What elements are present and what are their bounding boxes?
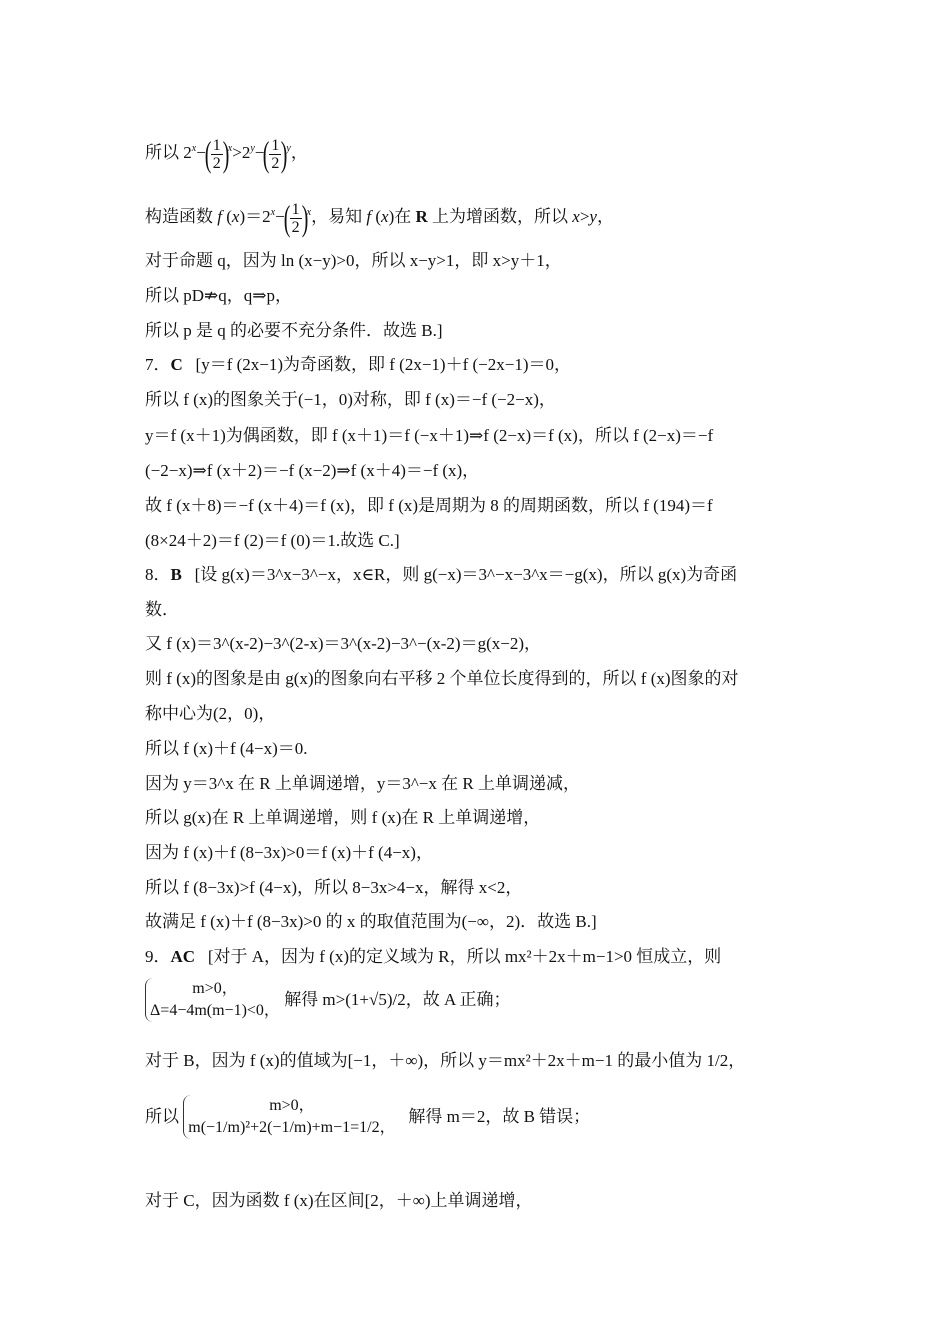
text: [对于 A，因为 f (x)的定义域为 R，所以 mx²＋2x＋m−1>0 恒成立，则 — [207, 947, 722, 966]
text: 构造函数 — [145, 206, 213, 226]
line-10: 故 f (x＋8)＝−f (x＋4)＝f (x)，即 f (x)是周期为 8 的周期函数，所以 f (194)＝f — [145, 496, 713, 515]
line-11: (8×24＋2)＝f (2)＝f (0)＝1.故选 C.] — [145, 531, 400, 550]
line-20: 因为 f (x)＋f (8−3x)>0＝f (x)＋f (4−x)， — [145, 843, 433, 862]
text: 解得 m＝2，故 B 错误； — [408, 1107, 591, 1126]
system-row: Δ=4−4m(m−1)<0， — [150, 1002, 280, 1019]
text: [设 g(x)＝3^x−3^−x，x∈R，则 g(−x)＝3^−x−3^x＝−g(x)，所以 g(x)为奇函 — [194, 565, 738, 584]
line-25: 对于 B，因为 f (x)的值域为[−1，＋∞)，所以 y＝mx²＋2x＋m−1 的最小值为 1/2， — [145, 1051, 746, 1070]
line-3: 对于命题 q，因为 ln (x−y)>0，所以 x−y>1，即 x>y＋1， — [145, 251, 562, 270]
system-row: m>0， — [269, 1097, 315, 1114]
line-9: (−2−x)⇒f (x＋2)＝−f (x−2)⇒f (x＋4)＝−f (x)， — [145, 461, 480, 480]
answer-label: B — [170, 565, 182, 584]
line-4: 所以 pD⇏q，q⇒p， — [145, 286, 293, 305]
line-19: 所以 g(x)在 R 上单调递增，则 f (x)在 R 上单调递增， — [145, 808, 541, 827]
line-27: 对于 C，因为函数 f (x)在区间[2，＋∞)上单调递增， — [145, 1191, 533, 1210]
line-18: 因为 y＝3^x 在 R 上单调递增，y＝3^−x 在 R 上单调递减， — [145, 774, 580, 793]
line-8: y＝f (x＋1)为偶函数，即 f (x＋1)＝f (−x＋1)⇒f (2−x)＝f (x)，所以 f (2−x)＝−f — [145, 426, 714, 445]
line-15: 则 f (x)的图象是由 g(x)的图象向右平移 2 个单位长度得到的，所以 f (x)图象的对 — [145, 669, 739, 688]
text: 上为增函数，所以 — [432, 206, 569, 226]
line-22: 故满足 f (x)＋f (8−3x)>0 的 x 的取值范围为(−∞，2)．故选 B.] — [145, 912, 597, 931]
line-7: 所以 f (x)的图象关于(−1，0)对称，即 f (x)＝−f (−2−x)， — [145, 390, 556, 409]
line-12-question-8 — [145, 564, 737, 586]
answer-label: AC — [170, 947, 196, 966]
question-number: 9． — [145, 947, 171, 966]
math: f $(x)=2^x-$( $\frac{1}{2}$ )$^x$ — [217, 198, 312, 238]
line-5: 所以 p 是 q 的必要不充分条件．故选 B.] — [145, 321, 443, 340]
line-2: 构造函数 f $(x)=2^x-$( $\frac{1}{2}$ )$^x$，易知 f (x)在 R 上为增函数，所以 x>y， — [145, 198, 614, 238]
text: 所以 — [145, 142, 179, 162]
line-21: 所以 f (8−3x)>f (4−x)，所以 8−3x>4−x，解得 x<2， — [145, 878, 523, 897]
line-1 — [145, 136, 308, 172]
system-row: m(−1/m)²+2(−1/m)+m−1=1/2， — [188, 1119, 396, 1136]
text: 所以 — [145, 1107, 179, 1126]
equation-system — [145, 978, 280, 1022]
line-17: 所以 f (x)＋f (4−x)＝0. — [145, 739, 308, 758]
line-16: 称中心为(2，0)， — [145, 704, 276, 723]
text: [y＝f (2x−1)为奇函数，即 f (2x−1)＋f (−2x−1)＝0， — [195, 355, 571, 374]
math: x>y， — [572, 206, 614, 226]
line-24-system-a — [145, 978, 511, 1022]
text: 解得 m>(1+√5)/2，故 A 正确； — [284, 990, 511, 1009]
answer-label: C — [170, 355, 183, 374]
equation-system — [183, 1095, 395, 1139]
line-23-question-9 — [145, 946, 721, 968]
math: $2^x-$( $\frac{1}{2}$ )$^x>2^y-$( $\frac{1}{2}$ )$^y$， — [183, 134, 308, 174]
line-13: 数． — [145, 600, 179, 619]
line-6-question-7 — [145, 354, 571, 376]
math: f (x) — [366, 206, 395, 226]
line-14: 又 f (x)＝3^(x-2)−3^(2-x)＝3^(x-2)−3^−(x-2)＝g(x−2)， — [145, 634, 541, 653]
system-row: m>0， — [192, 980, 238, 997]
text: ，易知 — [311, 206, 363, 226]
question-number: 7． — [145, 355, 171, 374]
text: 在 — [394, 206, 412, 226]
line-26-system-b — [145, 1095, 590, 1139]
question-number: 8． — [145, 565, 171, 584]
